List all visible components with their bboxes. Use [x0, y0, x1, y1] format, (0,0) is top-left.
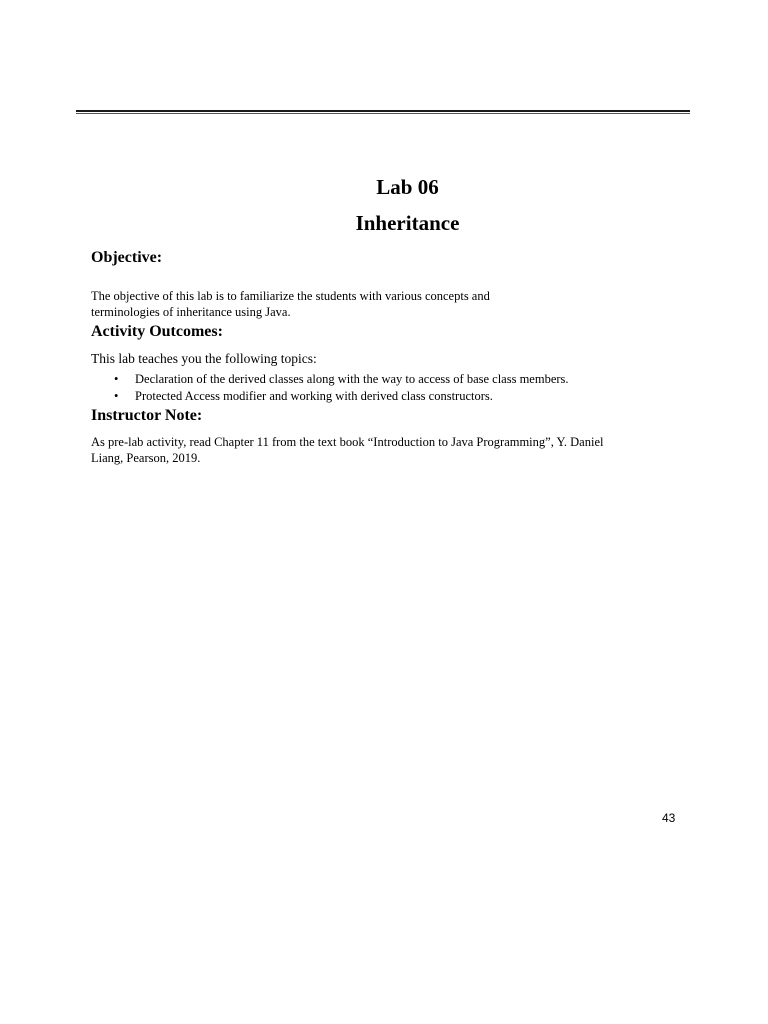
- bullet-icon: •: [114, 389, 119, 403]
- objective-text: [91, 288, 561, 320]
- header-rule-thin: [76, 113, 690, 114]
- header-rule: [76, 110, 690, 112]
- objective-line-2: terminologies of inheritance using Java.: [91, 305, 291, 319]
- instructor-note-line-1: As pre-lab activity, read Chapter 11 from the text book “Introduction to Java Programming”, Y. Daniel: [91, 435, 604, 449]
- lab-title: Inheritance: [355, 211, 460, 235]
- list-item-text: Protected Access modifier and working with derived class constructors.: [135, 389, 493, 403]
- bullet-icon: •: [114, 372, 119, 386]
- instructor-note-text: [91, 434, 671, 466]
- list-item: [91, 388, 569, 405]
- activity-outcomes-list: [91, 371, 569, 405]
- lab-number: Lab 06: [376, 175, 439, 199]
- list-item-text: Declaration of the derived classes along with the way to access of base class members.: [135, 372, 569, 386]
- list-item: [91, 371, 569, 388]
- instructor-note-line-2: Liang, Pearson, 2019.: [91, 451, 201, 465]
- instructor-note-heading: Instructor Note:: [91, 407, 203, 424]
- page-number: 43: [662, 811, 676, 825]
- activity-outcomes-intro: This lab teaches you the following topics:: [91, 351, 317, 366]
- objective-heading: Objective:: [91, 249, 163, 266]
- activity-outcomes-heading: Activity Outcomes:: [91, 323, 223, 340]
- objective-line-1: The objective of this lab is to familiarize the students with various concepts and: [91, 289, 490, 303]
